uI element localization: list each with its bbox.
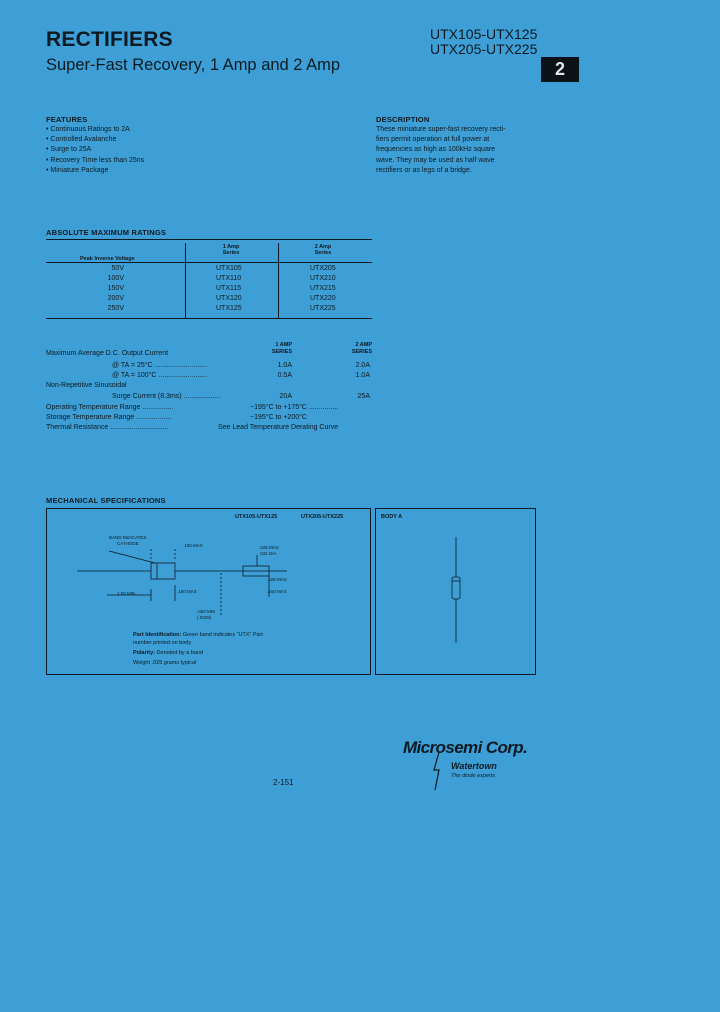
ratings-col-2amp-a: 2 Amp: [314, 244, 332, 250]
spec-t25-1amp: 1.0A: [277, 362, 292, 369]
polarity-text: Denoted by a band: [156, 650, 204, 656]
body-a-label: BODY A: [381, 514, 403, 520]
spec-thermal-value: See Lead Temperature Derating Curve: [218, 424, 339, 431]
part-ident-text-2: number printed on body: [133, 640, 192, 646]
ratings-1amp-part: UTX105: [216, 265, 242, 272]
specs-col-2amp-a: 2 AMP: [355, 342, 372, 348]
spec-surge-label: Surge Current (8.3ms) ...................: [112, 393, 221, 400]
ratings-voltage: 150V: [107, 285, 124, 292]
ratings-1amp-part: UTX115: [216, 285, 242, 292]
description-heading: DESCRIPTION: [376, 115, 430, 124]
ratings-divider-2: [278, 243, 279, 318]
polarity-label: Polarity:: [133, 650, 156, 656]
dim-0028: (.0028): [197, 615, 212, 620]
ratings-col-1amp: [210, 244, 252, 256]
ratings-col-1amp-b: Series: [222, 250, 240, 256]
dim-150max: .150 MAX: [267, 589, 287, 594]
mechanical-col-a: UTX105-UTX125: [235, 514, 278, 520]
ratings-1amp-part: UTX110: [216, 275, 242, 282]
description-line: fiers permit operation at full power at: [376, 136, 490, 144]
spec-op-temp-label: Operating Temperature Range ................: [46, 404, 174, 411]
specs-col-2amp-b: SERIES: [351, 349, 372, 355]
ratings-voltage: 50V: [111, 265, 124, 272]
spec-t100-1amp: 0.5A: [277, 372, 292, 379]
company-logo: Microsemi Corp.: [403, 738, 528, 757]
page-number: 2-151: [273, 778, 294, 787]
spec-nonrep-label: Non-Repetitive Sinusoidal: [46, 382, 127, 389]
weight-note: Weight .025 grams typical: [133, 660, 197, 666]
feature-item: • Surge to 25A: [46, 145, 144, 155]
part-range-2: UTX205-UTX225: [430, 41, 538, 57]
spec-op-temp-value: −195°C to +175°C ...............: [250, 404, 339, 411]
description-line: wave. They may be used as half wave: [376, 156, 495, 164]
spec-surge-1amp: 20A: [279, 393, 292, 400]
part-ident-label: Part Identification:: [133, 632, 182, 638]
ratings-col-voltage: Peak Inverse Voltage: [80, 256, 135, 262]
ratings-1amp-part: UTX120: [216, 295, 242, 302]
spec-t25-label: @ TA = 25°C ...........................: [112, 362, 208, 369]
body-a-drawing: [376, 509, 535, 674]
part-ident-text: Green band indicates “UTX” Part: [182, 632, 263, 638]
ratings-2amp-part: UTX220: [310, 295, 336, 302]
specs-col-1amp-a: 1 AMP: [275, 342, 292, 348]
dim-031dia: .031 DIA: [259, 551, 277, 556]
mechanical-notes: [133, 631, 365, 667]
part-range-1: UTX105-UTX125: [430, 26, 538, 42]
ratings-1amp-part: UTX125: [216, 305, 242, 312]
dim-band-label: BAND INDICATES: [109, 535, 147, 540]
ratings-col-2amp: [300, 244, 346, 256]
mechanical-col-b: UTX205-UTX225: [301, 514, 344, 520]
diode-outline-drawing: [47, 509, 370, 629]
ratings-col-2amp-b: Series: [314, 250, 332, 256]
ratings-col-1amp-a: 1 Amp: [222, 244, 240, 250]
mechanical-heading: MECHANICAL SPECIFICATIONS: [46, 496, 166, 505]
ratings-2amp-part: UTX215: [310, 285, 336, 292]
dim-160max: .160 MAX: [177, 589, 197, 594]
dim-100min: 1.00 MIN: [117, 591, 136, 596]
specs-col-1amp: [252, 342, 292, 356]
description-text: [376, 125, 506, 176]
ratings-bottom-rule: [46, 318, 372, 319]
spec-t25-2amp: 2.0A: [355, 362, 370, 369]
description-line: rectifiers or as legs of a bridge.: [376, 166, 472, 174]
spec-thermal-label: Thermal Resistance ..............................: [46, 424, 169, 431]
feature-item: • Continuous Ratings to 2A: [46, 125, 144, 135]
polarity-note: [133, 649, 365, 657]
page-title: RECTIFIERS: [46, 28, 173, 51]
features-list: [46, 125, 144, 176]
dim-025max: .025 MAX: [259, 545, 279, 550]
ratings-voltage: 250V: [107, 305, 124, 312]
spec-t100-2amp: 1.0A: [355, 372, 370, 379]
spec-storage-temp-label: Storage Temperature Range ..................: [46, 414, 172, 421]
ratings-top-rule: [46, 239, 372, 240]
description-line: These miniature super-fast recovery recti-: [376, 126, 506, 133]
ratings-2amp-part: UTX225: [310, 305, 336, 312]
part-ident-note: [133, 631, 365, 639]
ratings-voltage: 100V: [107, 275, 124, 282]
ratings-2amp-part: UTX205: [310, 265, 336, 272]
section-badge: 2: [541, 57, 579, 82]
features-heading: FEATURES: [46, 115, 88, 124]
feature-item: • Controlled Avalanche: [46, 135, 144, 145]
part-range: [430, 27, 537, 57]
spec-surge-2amp: 25A: [357, 393, 370, 400]
dim-100max: .100 MAX: [183, 543, 203, 548]
ratings-divider-1: [185, 243, 186, 318]
spec-t100-label: @ TA = 100°C .........................: [112, 372, 208, 379]
feature-item: • Miniature Package: [46, 166, 144, 176]
ratings-voltage: 200V: [107, 295, 124, 302]
page-subtitle: Super-Fast Recovery, 1 Amp and 2 Amp: [46, 56, 341, 74]
dim-050min: .050 MIN: [197, 609, 216, 614]
feature-item: • Recovery Time less than 25ns: [46, 156, 144, 166]
dim-028max: .028 MAX: [267, 577, 287, 582]
dim-cathode-label: CATHODE: [117, 541, 139, 546]
description-line: frequencies as high as 100kHz square: [376, 146, 496, 154]
body-a-box: [375, 508, 536, 675]
company-location: Watertown: [451, 761, 497, 771]
company-tagline: The diode experts: [451, 773, 496, 779]
mechanical-drawing-box: [46, 508, 371, 675]
spec-avg-label: Maximum Average D.C. Output Current: [46, 350, 169, 357]
ratings-heading: ABSOLUTE MAXIMUM RATINGS: [46, 228, 167, 237]
specs-col-1amp-b: SERIES: [271, 349, 292, 355]
ratings-2amp-part: UTX210: [310, 275, 336, 282]
spec-storage-temp-value: −195°C to +200°C: [250, 414, 307, 421]
ratings-header-rule: [46, 262, 372, 263]
specs-col-2amp: [330, 342, 372, 356]
logo-lightning-icon: [430, 752, 446, 790]
